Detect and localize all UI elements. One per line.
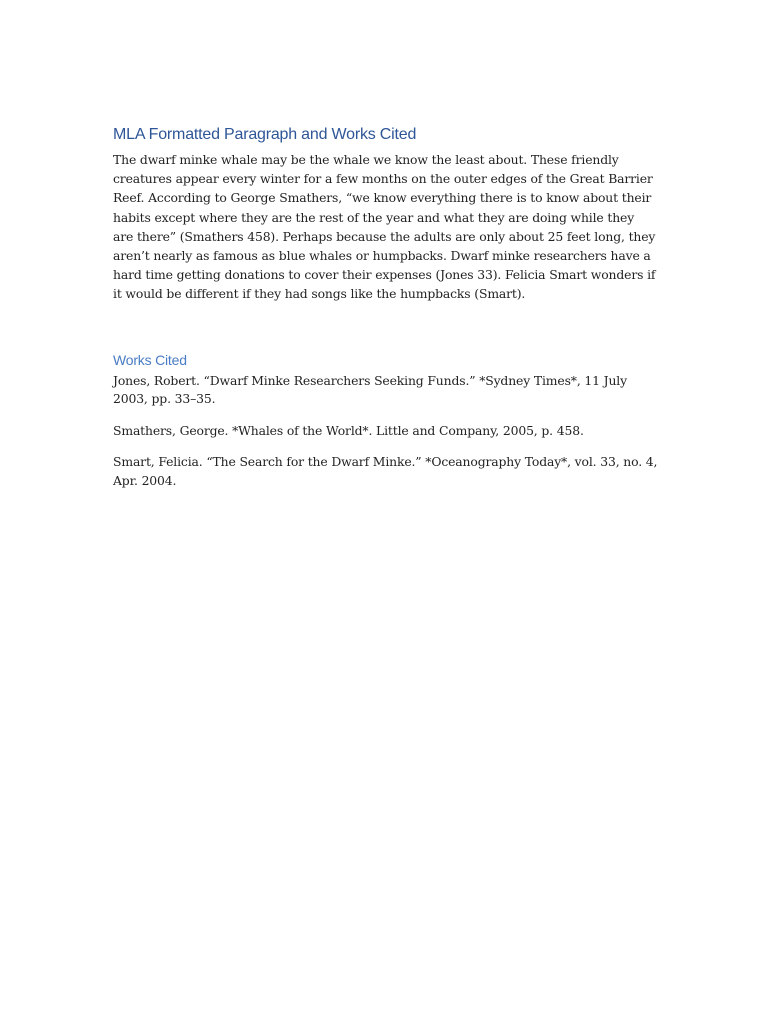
citation-smart: Smart, Felicia. “The Search for the Dwarf Minke.” *Oceanography Today*, vol. 33, no. 4, Apr. 2004.: [113, 454, 658, 488]
works-cited-heading: Works Cited: [113, 351, 187, 368]
document-page: [113, 124, 658, 503]
document-title: MLA Formatted Paragraph and Works Cited: [113, 126, 417, 143]
body-paragraph: The dwarf minke whale may be the whale we know the least about. These friendly creatures appear every winter for a few months on the outer edges of the Great Barrier Reef. According to George Smathers, “we know everything there is to know about their habits except where they are the rest of the year and what they are doing while they are there” (Smathers 458). Perhaps because the adults are only about 25 feet long, they aren’t nearly as famous as blue whales or humpbacks. Dwarf minke researchers have a hard time getting donations to cover their expenses (Jones 33). Felicia Smart wonders if it would be different if they had songs like the humpbacks (Smart).: [113, 152, 656, 302]
citation-jones: Jones, Robert. “Dwarf Minke Researchers Seeking Funds.” *Sydney Times*, 11 July 2003, pp. 33–35.: [113, 372, 627, 407]
citation-smathers: Smathers, George. *Whales of the World*. Little and Company, 2005, p. 458.: [113, 422, 584, 438]
